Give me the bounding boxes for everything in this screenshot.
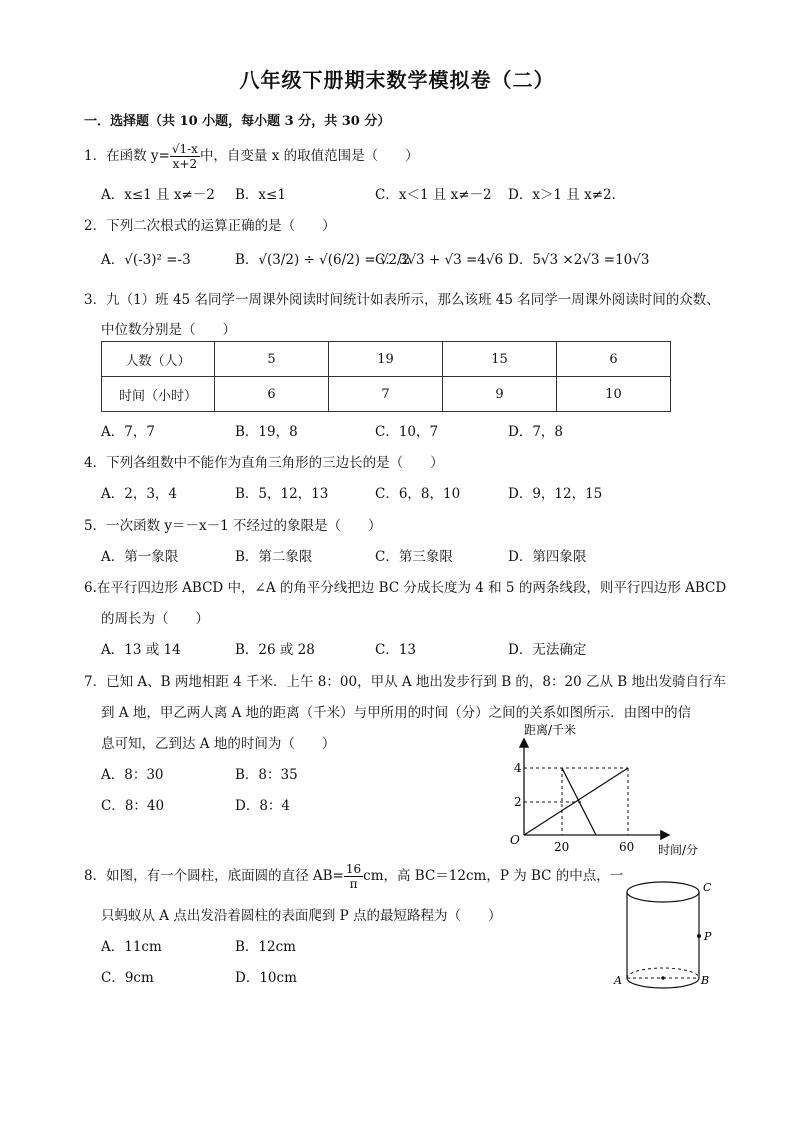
- table-cell: 10: [557, 377, 671, 412]
- q1-suffix: 中，自变量 x 的取值范围是（ ）: [199, 148, 419, 164]
- table-cell: 6: [557, 342, 671, 377]
- table-cell: 9: [443, 377, 557, 412]
- q1-fraction-numerator: √1-x: [171, 142, 198, 156]
- q8-suffix: cm，高 BC＝12cm，P 为 BC 的中点，一: [363, 868, 624, 884]
- question-2-stem: 2．下列二次根式的运算正确的是（ ）: [84, 218, 336, 234]
- q6-option-a: A．13 或 14: [101, 642, 181, 658]
- point-p: [697, 934, 701, 938]
- q1-fraction-denominator: x+2: [172, 157, 198, 171]
- x-tick-60: 60: [619, 840, 635, 854]
- question-6-stem-line1: 6.在平行四边形 ABCD 中，∠A 的角平分线把边 BC 分成长度为 4 和 5 的两条线段，则平行四边形 ABCD: [84, 580, 727, 596]
- q8-option-a: A．11cm: [101, 939, 162, 955]
- q6-option-b: B．26 或 28: [235, 642, 315, 658]
- q4-option-a: A．2，3，4: [101, 486, 178, 502]
- q5-option-c: C．第三象限: [375, 549, 453, 565]
- question-1-stem: [84, 142, 419, 171]
- table-cell: 5: [215, 342, 329, 377]
- q7-option-a: A．8：30: [101, 767, 164, 783]
- y-tick-2: 2: [514, 795, 522, 809]
- question-8-stem-line2: 只蚂蚁从 A 点出发沿着圆柱的表面爬到 P 点的最短路程为（ ）: [101, 908, 502, 924]
- question-3-stem-line2: 中位数分别是（ ）: [101, 322, 236, 338]
- label-c: C: [703, 881, 712, 894]
- q2-option-c: C．3√3 + √3 =4√6: [375, 252, 504, 268]
- q3-option-a: A．7，7: [101, 424, 155, 440]
- table-cell: 7: [329, 377, 443, 412]
- q2-option-a: A．√(-3)² =-3: [101, 252, 191, 268]
- q4-option-b: B．5，12，13: [235, 486, 329, 502]
- q1-option-a: A．x≤1 且 x≠－2: [101, 187, 215, 203]
- table-cell: 19: [329, 342, 443, 377]
- q8-option-b: B．12cm: [235, 939, 296, 955]
- question-6-stem-line2: 的周长为（ ）: [101, 611, 209, 627]
- question-7-stem-line2: 到 A 地，甲乙两人离 A 地的距离（千米）与甲所用的时间（分）之间的关系如图所示．由图中的信: [101, 705, 692, 721]
- line-jia: [524, 768, 628, 835]
- label-b: B: [701, 974, 710, 987]
- q8-option-c: C．9cm: [101, 970, 154, 986]
- table-cell: 时间（小时）: [102, 377, 215, 412]
- distance-time-graph: [500, 720, 720, 860]
- label-a: A: [614, 974, 622, 987]
- q7-option-b: B．8：35: [235, 767, 298, 783]
- question-3-stem-line1: 3．九（1）班 45 名同学一周课外阅读时间统计如表所示，那么该班 45 名同学一周课外阅读时间的众数、: [84, 292, 720, 308]
- question-4-stem: 4．下列各组数中不能作为直角三角形的三边长的是（ ）: [84, 455, 444, 471]
- q3-option-b: B．19，8: [235, 424, 298, 440]
- q1-fraction: [170, 142, 200, 171]
- q6-option-d: D．无法确定: [508, 642, 587, 658]
- question-7-stem-line1: 7．已知 A、B 两地相距 4 千米．上午 8：00，甲从 A 地出发步行到 B 的，8：20 乙从 B 地出发骑自行车: [84, 674, 726, 690]
- table-cell: 人数（人）: [102, 342, 215, 377]
- question-7-stem-line3: 息可知，乙到达 A 地的时间为（ ）: [101, 736, 336, 752]
- q1-option-b: B．x≤1: [235, 187, 286, 203]
- x-tick-20: 20: [554, 840, 570, 854]
- question-5-stem: 5．一次函数 y＝－x－1 不经过的象限是（ ）: [84, 518, 382, 534]
- q1-option-c: C．x＜1 且 x≠－2: [375, 187, 492, 203]
- reading-time-table: [101, 341, 671, 412]
- center-dot: [661, 976, 665, 980]
- question-8-stem-line1: [84, 862, 623, 891]
- table-row: [102, 342, 671, 377]
- q5-option-a: A．第一象限: [101, 549, 179, 565]
- cylinder-top: [627, 882, 699, 902]
- q8-option-d: D．10cm: [235, 970, 297, 986]
- table-cell: 6: [215, 377, 329, 412]
- x-axis-label: 时间/分: [658, 843, 699, 857]
- q8-fraction-denominator: π: [349, 877, 358, 891]
- y-axis-label: 距离/千米: [524, 723, 577, 737]
- q8-prefix: 8．如图，有一个圆柱，底面圆的直径 AB=: [84, 868, 344, 884]
- q8-fraction-numerator: 16: [345, 862, 362, 876]
- page-title: 八年级下册期末数学模拟卷（二）: [239, 68, 555, 92]
- q7-option-d: D．8：4: [235, 798, 291, 814]
- q6-option-c: C．13: [375, 642, 417, 658]
- q1-option-d: D．x＞1 且 x≠2．: [508, 187, 626, 203]
- table-cell: 15: [443, 342, 557, 377]
- cylinder-figure: [610, 875, 720, 1000]
- q7-option-c: C．8：40: [101, 798, 165, 814]
- table-row: [102, 377, 671, 412]
- q4-option-c: C．6，8，10: [375, 486, 461, 502]
- label-p: P: [704, 930, 712, 943]
- q4-option-d: D．9，12，15: [508, 486, 603, 502]
- q1-prefix: 1．在函数 y=: [84, 148, 170, 164]
- q3-option-c: C．10，7: [375, 424, 439, 440]
- q2-option-d: D．5√3 ×2√3 =10√3: [508, 252, 650, 268]
- q8-fraction: [344, 862, 363, 891]
- q2-option-b: B．√(3/2) ÷ √(6/2) = √2/2: [235, 252, 411, 268]
- q3-option-d: D．7，8: [508, 424, 564, 440]
- section-heading: 一．选择题（共 10 小题，每小题 3 分，共 30 分）: [84, 114, 391, 129]
- y-tick-4: 4: [514, 761, 522, 775]
- q5-option-b: B．第二象限: [235, 549, 313, 565]
- q5-option-d: D．第四象限: [508, 549, 587, 565]
- origin-label: O: [510, 833, 520, 847]
